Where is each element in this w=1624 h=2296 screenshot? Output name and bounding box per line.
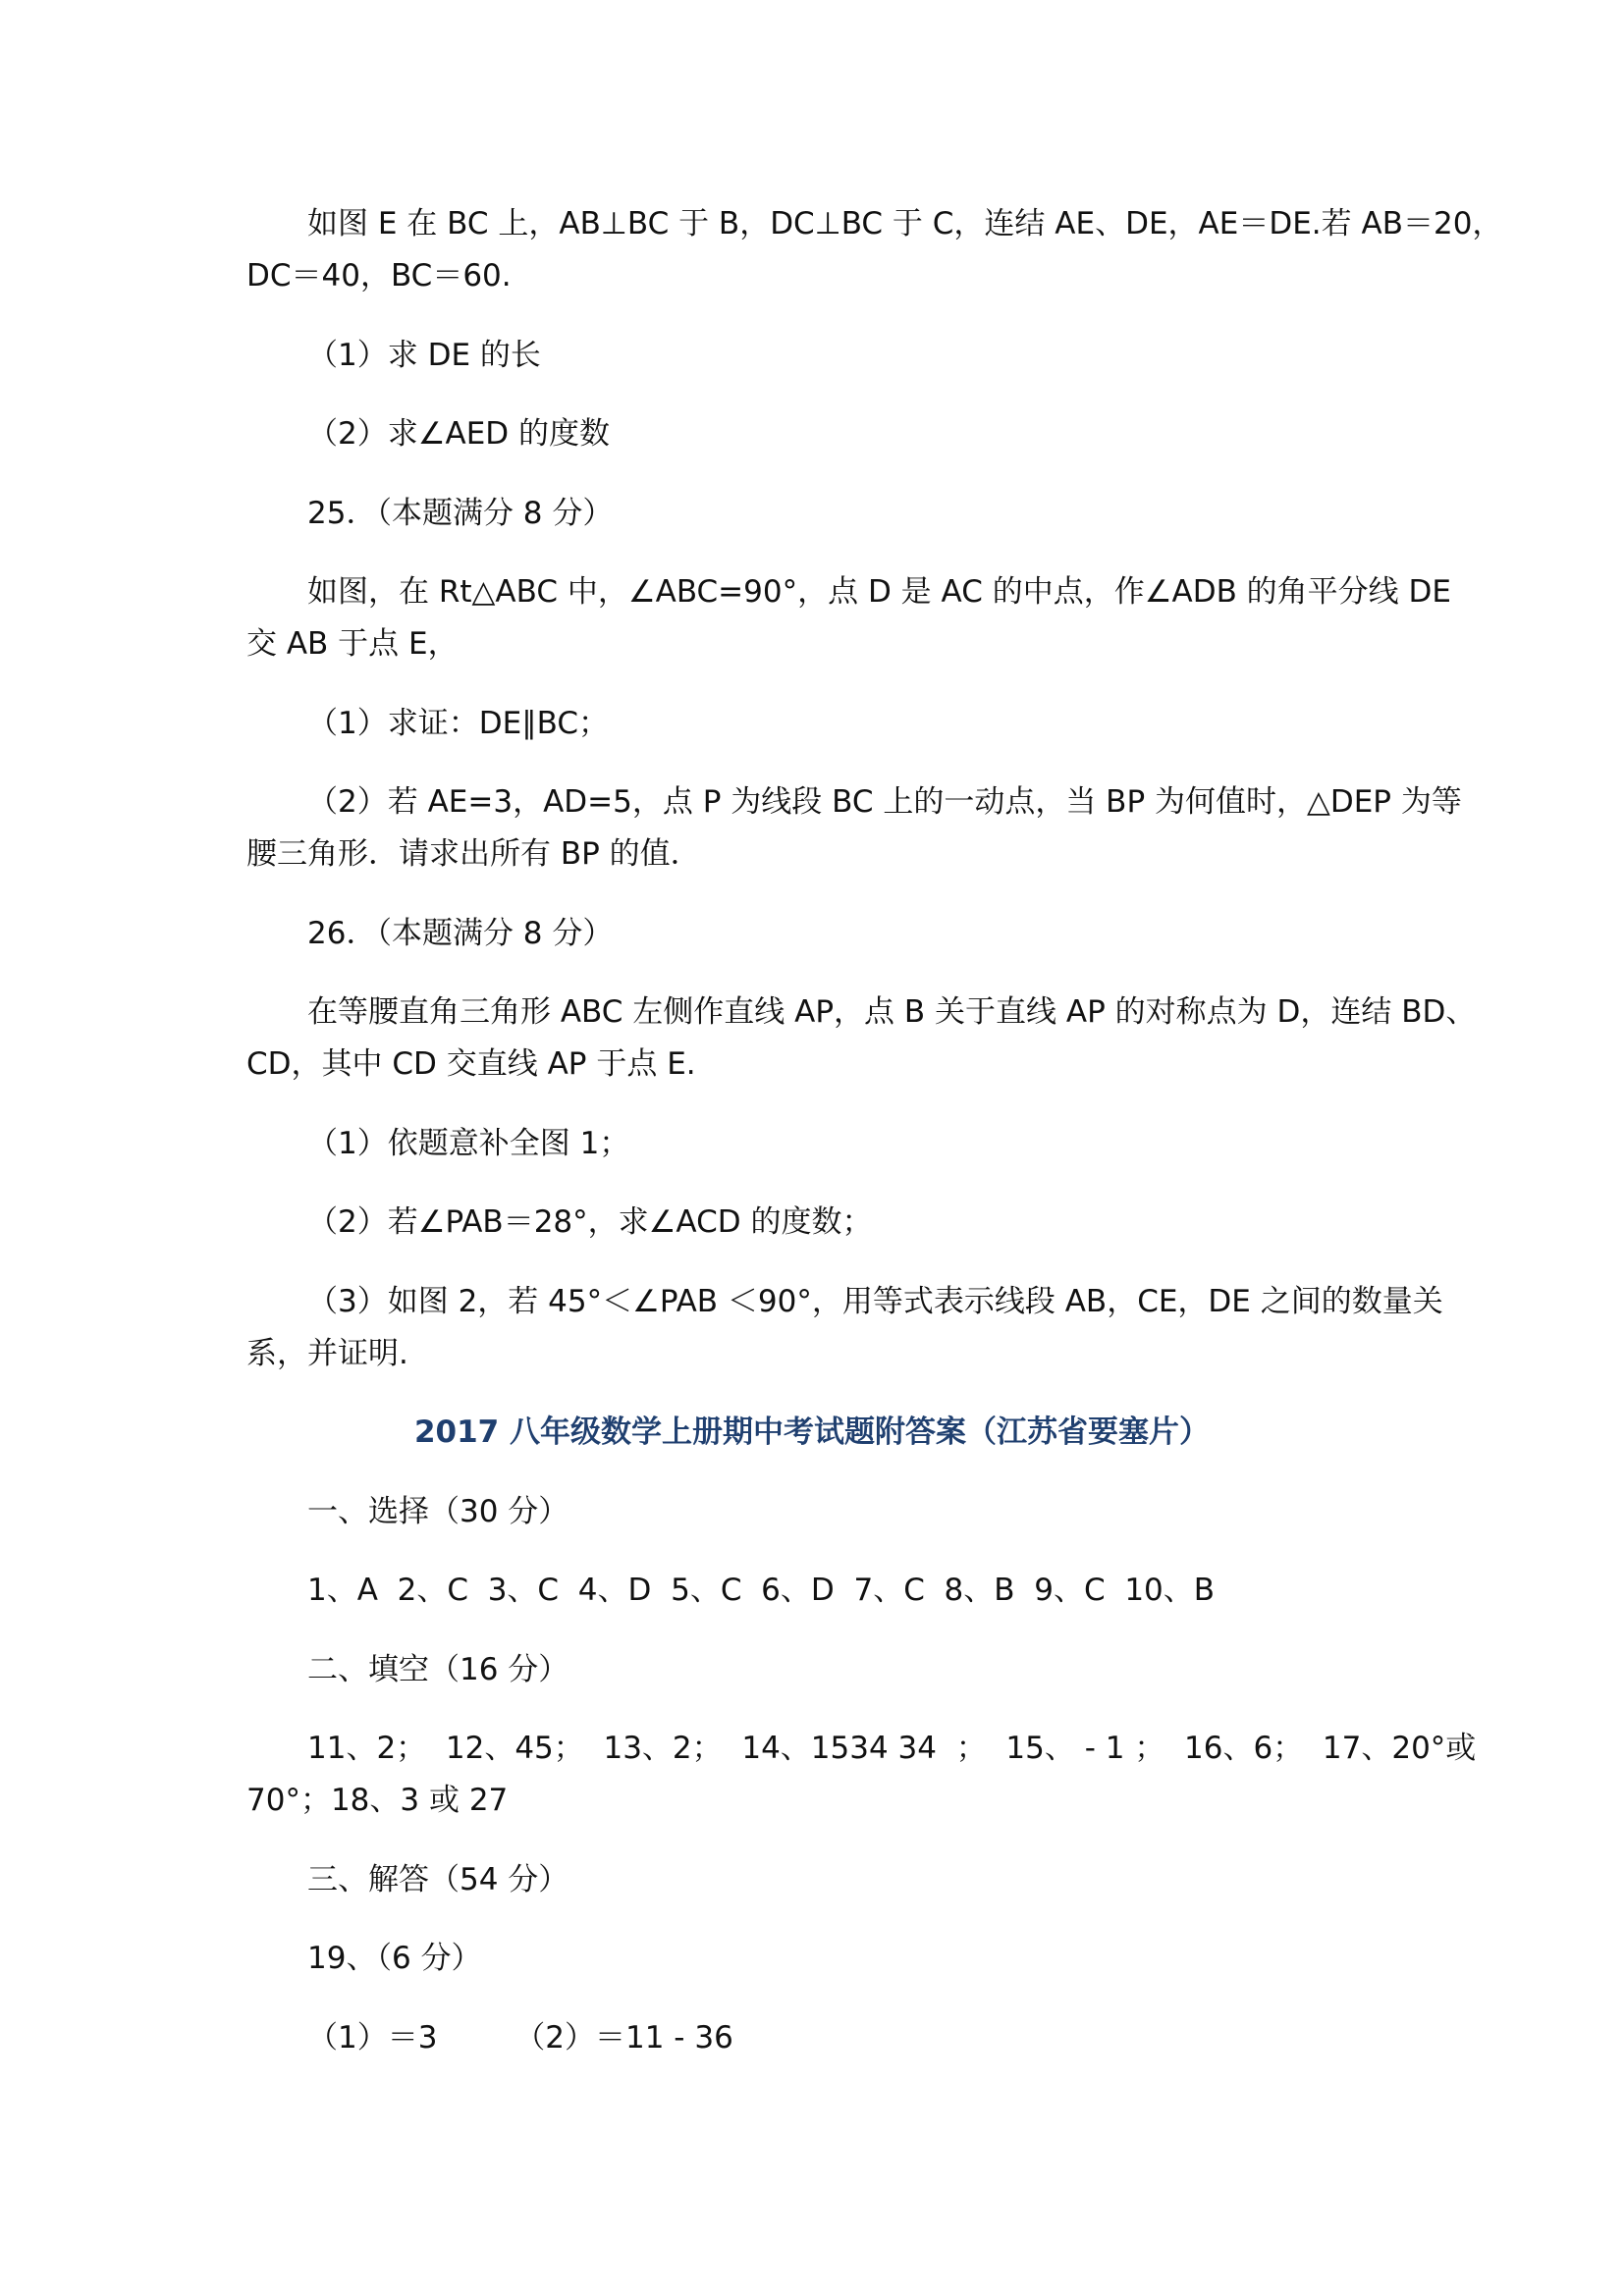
section3-title: 三、解答（54 分） — [307, 1862, 569, 1897]
q19-title: 19、（6 分） — [307, 1941, 482, 1976]
q24-intro-line1: 如图 E 在 BC 上，AB⊥BC 于 B，DC⊥BC 于 C，连结 AE、DE，AE＝DE.若 AB＝20， — [307, 206, 1503, 241]
q25-part2-line2: 腰三角形．请求出所有 BP 的值． — [246, 836, 701, 872]
section2-line1: 11、2； 12、45； 13、2； 14、1534 34 ； 15、 - 1 ； 16、6； 17、20°或 — [307, 1731, 1477, 1766]
q25-part2-line1: （2）若 AE=3，AD=5，点 P 为线段 BC 上的一动点，当 BP 为何值时，△DEP 为等 — [307, 784, 1462, 820]
section1-answers: 1、A 2、C 3、C 4、D 5、C 6、D 7、C 8、B 9、C 10、B — [307, 1573, 1216, 1608]
section1-title: 一、选择（30 分） — [307, 1494, 569, 1529]
q24-part1: （1）求 DE 的长 — [307, 338, 541, 373]
section2-line2: 70°；18、3 或 27 — [246, 1783, 509, 1818]
q24-intro-line2: DC＝40，BC＝60. — [246, 258, 512, 294]
q24-part2: （2）求∠AED 的度数 — [307, 416, 611, 452]
q25-title: 25．（本题满分 8 分） — [307, 496, 614, 531]
answers-heading: 2017 八年级数学上册期中考试题附答案（江苏省要塞片） — [413, 1415, 1211, 1450]
q26-part3-line2: 系，并证明. — [246, 1336, 408, 1371]
q25-intro-line1: 如图，在 Rt△ABC 中，∠ABC=90°，点 D 是 AC 的中点，作∠ADB 的角平分线 DE — [307, 574, 1451, 610]
q25-part1: （1）求证：DE∥BC； — [307, 706, 610, 741]
q26-part3-line1: （3）如图 2，若 45°＜∠PAB ＜90°，用等式表示线段 AB，CE，DE 之间的数量关 — [307, 1284, 1443, 1319]
section2-title: 二、填空（16 分） — [307, 1652, 569, 1687]
q26-part2: （2）若∠PAB＝28°，求∠ACD 的度数； — [307, 1204, 873, 1240]
q26-intro-line2: CD，其中 CD 交直线 AP 于点 E. — [246, 1046, 696, 1082]
q26-title: 26．（本题满分 8 分） — [307, 916, 614, 951]
q26-intro-line1: 在等腰直角三角形 ABC 左侧作直线 AP，点 B 关于直线 AP 的对称点为 D，连结 BD、 — [307, 994, 1477, 1030]
q25-intro-line2: 交 AB 于点 E， — [246, 626, 459, 662]
q26-part1: （1）依题意补全图 1； — [307, 1126, 630, 1161]
q19-answers: （1）＝3 （2）＝11 - 36 — [307, 2020, 733, 2056]
